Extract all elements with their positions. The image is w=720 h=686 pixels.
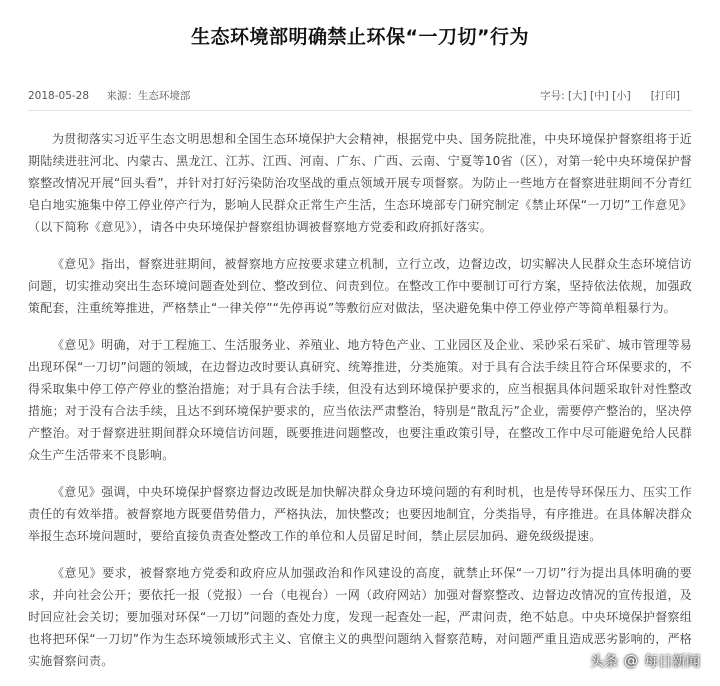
- article-meta: [28, 88, 204, 103]
- font-size-medium-link[interactable]: [中]: [590, 90, 609, 102]
- article-meta-bar: [28, 85, 692, 107]
- watermark: [590, 649, 700, 673]
- article-paragraph: 《意见》指出，督察进驻期间，被督察地方应按要求建立机制，立行立改，边督边改，切实解决人民群众生态环境信访问题，切实推动突出生态环境问题查处到位、整改到位、问责到位。在整改工作中要制订可行方案，坚持依法依规，加强政策配套，注重统筹推进，严格禁止“一律关停”“先停再说”等敷衍应对做法，坚决避免集中停工停业停产等简单粗暴行为。: [28, 257, 692, 315]
- page-title: 生态环境部明确禁止环保“一刀切”行为: [191, 26, 529, 48]
- article-source: 来源：生态环境部: [106, 90, 191, 102]
- article-paragraph: 《意见》明确，对于工程施工、生活服务业、养殖业、地方特色产业、工业园区及企业、采砂采石采矿、城市管理等易出现环保“一刀切”问题的领域，在边督边改时要认真研究、统筹推进，分类施策。对于具有合法手续且符合环保要求的，不得采取集中停工停产停业的整治措施；对于具有合法手续，但没有达到环境保护要求的，应当根据具体问题采取针对性整改措施；对于没有合法手续，且达不到环境保护要求的，应当依法严肃整治，特别是“散乱污”企业，需要停产整治的，坚决停产整治。对于督察进驻期间群众环境信访问题，既要推进问题整改，也要注重政策引导，在整改工作中尽可能避免给人民群众生产生活带来不良影响。: [28, 338, 692, 462]
- article-paragraph: 《意见》要求，被督察地方党委和政府应从加强政治和作风建设的高度，就禁止环保“一刀切”行为提出具体明确的要求，并向社会公开；要依托一报（党报）一台（电视台）一网（政府网站）加强对督察整改、边督边改情况的宣传报道，及时回应社会关切；要加强对环保“一刀切”问题的查处力度，发现一起查处一起，严肃问责，绝不姑息。中央环境保护督察组也将把环保“一刀切”作为生态环境领域形式主义、官僚主义的典型问题纳入督察范畴，对问题严重且造成恶劣影响的，严格实施督察问责。: [28, 566, 692, 668]
- font-size-small-link[interactable]: [小]: [612, 90, 631, 102]
- publish-date: 2018-05-28: [28, 90, 90, 102]
- watermark-at: @: [624, 653, 638, 669]
- article-body: [28, 128, 692, 686]
- font-size-large-link[interactable]: [大]: [567, 90, 587, 102]
- print-link[interactable]: [打印]: [650, 90, 680, 102]
- header-divider: [28, 110, 692, 111]
- article-tools: [540, 88, 680, 103]
- watermark-brand: 头条: [590, 654, 618, 670]
- watermark-account: 每日新闻: [644, 654, 700, 670]
- article-paragraph: 为贯彻落实习近平生态文明思想和全国生态环境保护大会精神，根据党中央、国务院批准，中央环境保护督察组将于近期陆续进驻河北、内蒙古、黑龙江、江苏、江西、河南、广东、广西、云南、宁夏等10省（区），对第一轮中央环境保护督察整改情况开展“回头看”，并针对打好污染防治攻坚战的重点领域开展专项督察。为防止一些地方在督察进驻期间不分青红皂白地实施集中停工停业停产行为，影响人民群众正常生产生活，生态环境部专门研究制定《禁止环保“一刀切”工作意见》（以下简称《意见》），请各中央环境保护督察组协调被督察地方党委和政府抓好落实。: [28, 132, 692, 234]
- font-size-label: 字号:: [540, 90, 565, 102]
- article-paragraph: 《意见》强调，中央环境保护督察边督边改既是加快解决群众身边环境问题的有利时机，也是传导环保压力、压实工作责任的有效举措。被督察地方既要借势借力，严格执法，加快整改；也要因地制宜，分类指导，有序推进。在具体解决群众举报生态环境问题时，要给直接负责查处整改工作的单位和人员留足时间，禁止层层加码、避免级级提速。: [28, 485, 692, 543]
